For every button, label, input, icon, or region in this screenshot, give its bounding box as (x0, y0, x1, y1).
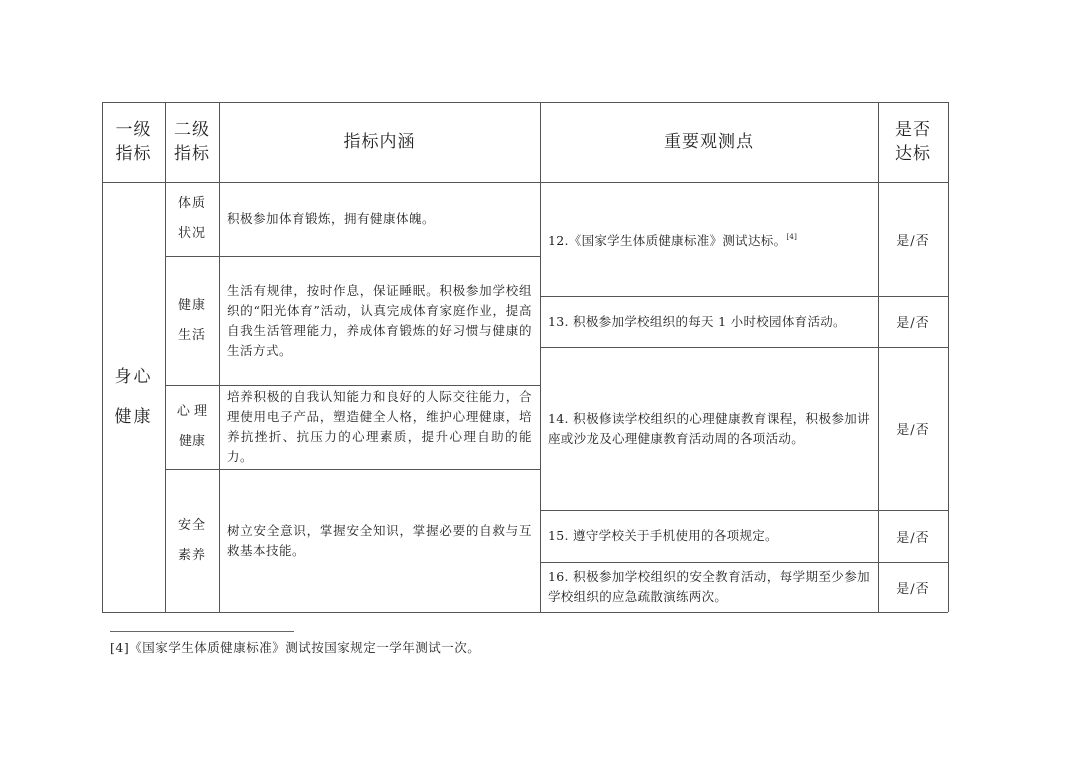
point-14-text: 14. 积极修读学校组织的心理健康教育课程，积极参加讲座或沙龙及心理健康教育活动周的各项活动。 (548, 410, 870, 446)
footnote-separator (110, 631, 294, 632)
content-healthy-life-text: 生活有规律，按时作息，保证睡眠。积极参加学校组织的“阳光体育”活动，认真完成体育家庭作业，提高自我生活管理能力，养成体育锻炼的好习惯与健康的生活方式。 (227, 282, 532, 358)
content-safety-text: 树立安全意识，掌握安全知识，掌握必要的自救与互救基本技能。 (227, 522, 532, 558)
level2-label-physique: 体质 状况 (177, 196, 206, 241)
level2-label-healthy-life: 健康 生活 (177, 297, 206, 343)
header-level1-indicator: 一级 指标 (115, 120, 152, 164)
content-safety (219, 469, 540, 612)
point-14 (540, 347, 878, 510)
header-achieved: 是否 达标 (895, 120, 931, 164)
content-mental-health (219, 385, 540, 469)
level2-label-mental-health: 心 理 健康 (176, 404, 208, 449)
point-15-text: 15. 遵守学校关于手机使用的各项规定。 (548, 528, 778, 543)
header-observation-points: 重要观测点 (664, 132, 754, 152)
achieved-point-15: 是/否 (896, 530, 930, 546)
footnote-ref-4: [4] (786, 233, 798, 241)
achieved-point-12: 是/否 (896, 233, 930, 249)
point-12 (540, 182, 878, 296)
point-16-text: 16. 积极参加学校组织的安全教育活动，每学期至少参加学校组织的应急疏散演练两次。 (548, 569, 870, 604)
point-13-text: 13. 积极参加学校组织的每天 1 小时校园体育活动。 (548, 313, 846, 329)
point-13 (540, 296, 878, 347)
achieved-point-14: 是/否 (896, 423, 930, 438)
point-16 (540, 562, 878, 612)
header-indicator-content: 指标内涵 (343, 132, 416, 152)
point-15 (540, 510, 878, 562)
content-mental-health-text: 培养积极的自我认知能力和良好的人际交往能力，合理使用电子产品，塑造健全人格，维护心理健康，培养抗挫折、抗压力的心理素质，提升心理自助的能力。 (227, 389, 532, 464)
point-12-text: 12.《国家学生体质健康标准》测试达标。 (548, 233, 787, 248)
content-physique (219, 182, 540, 256)
header-level2-indicator: 二级 指标 (174, 120, 210, 164)
achieved-point-13: 是/否 (896, 316, 930, 331)
achieved-point-16: 是/否 (896, 581, 930, 597)
content-healthy-life (219, 256, 540, 385)
level2-label-safety: 安全 素养 (177, 517, 206, 563)
content-physique-text: 积极参加体育锻炼，拥有健康体魄。 (227, 211, 436, 226)
footnote-4: [4]《国家学生体质健康标准》测试按国家规定一学年测试一次。 (110, 640, 481, 655)
level1-physical-mental-health: 身心 健康 (114, 367, 153, 427)
